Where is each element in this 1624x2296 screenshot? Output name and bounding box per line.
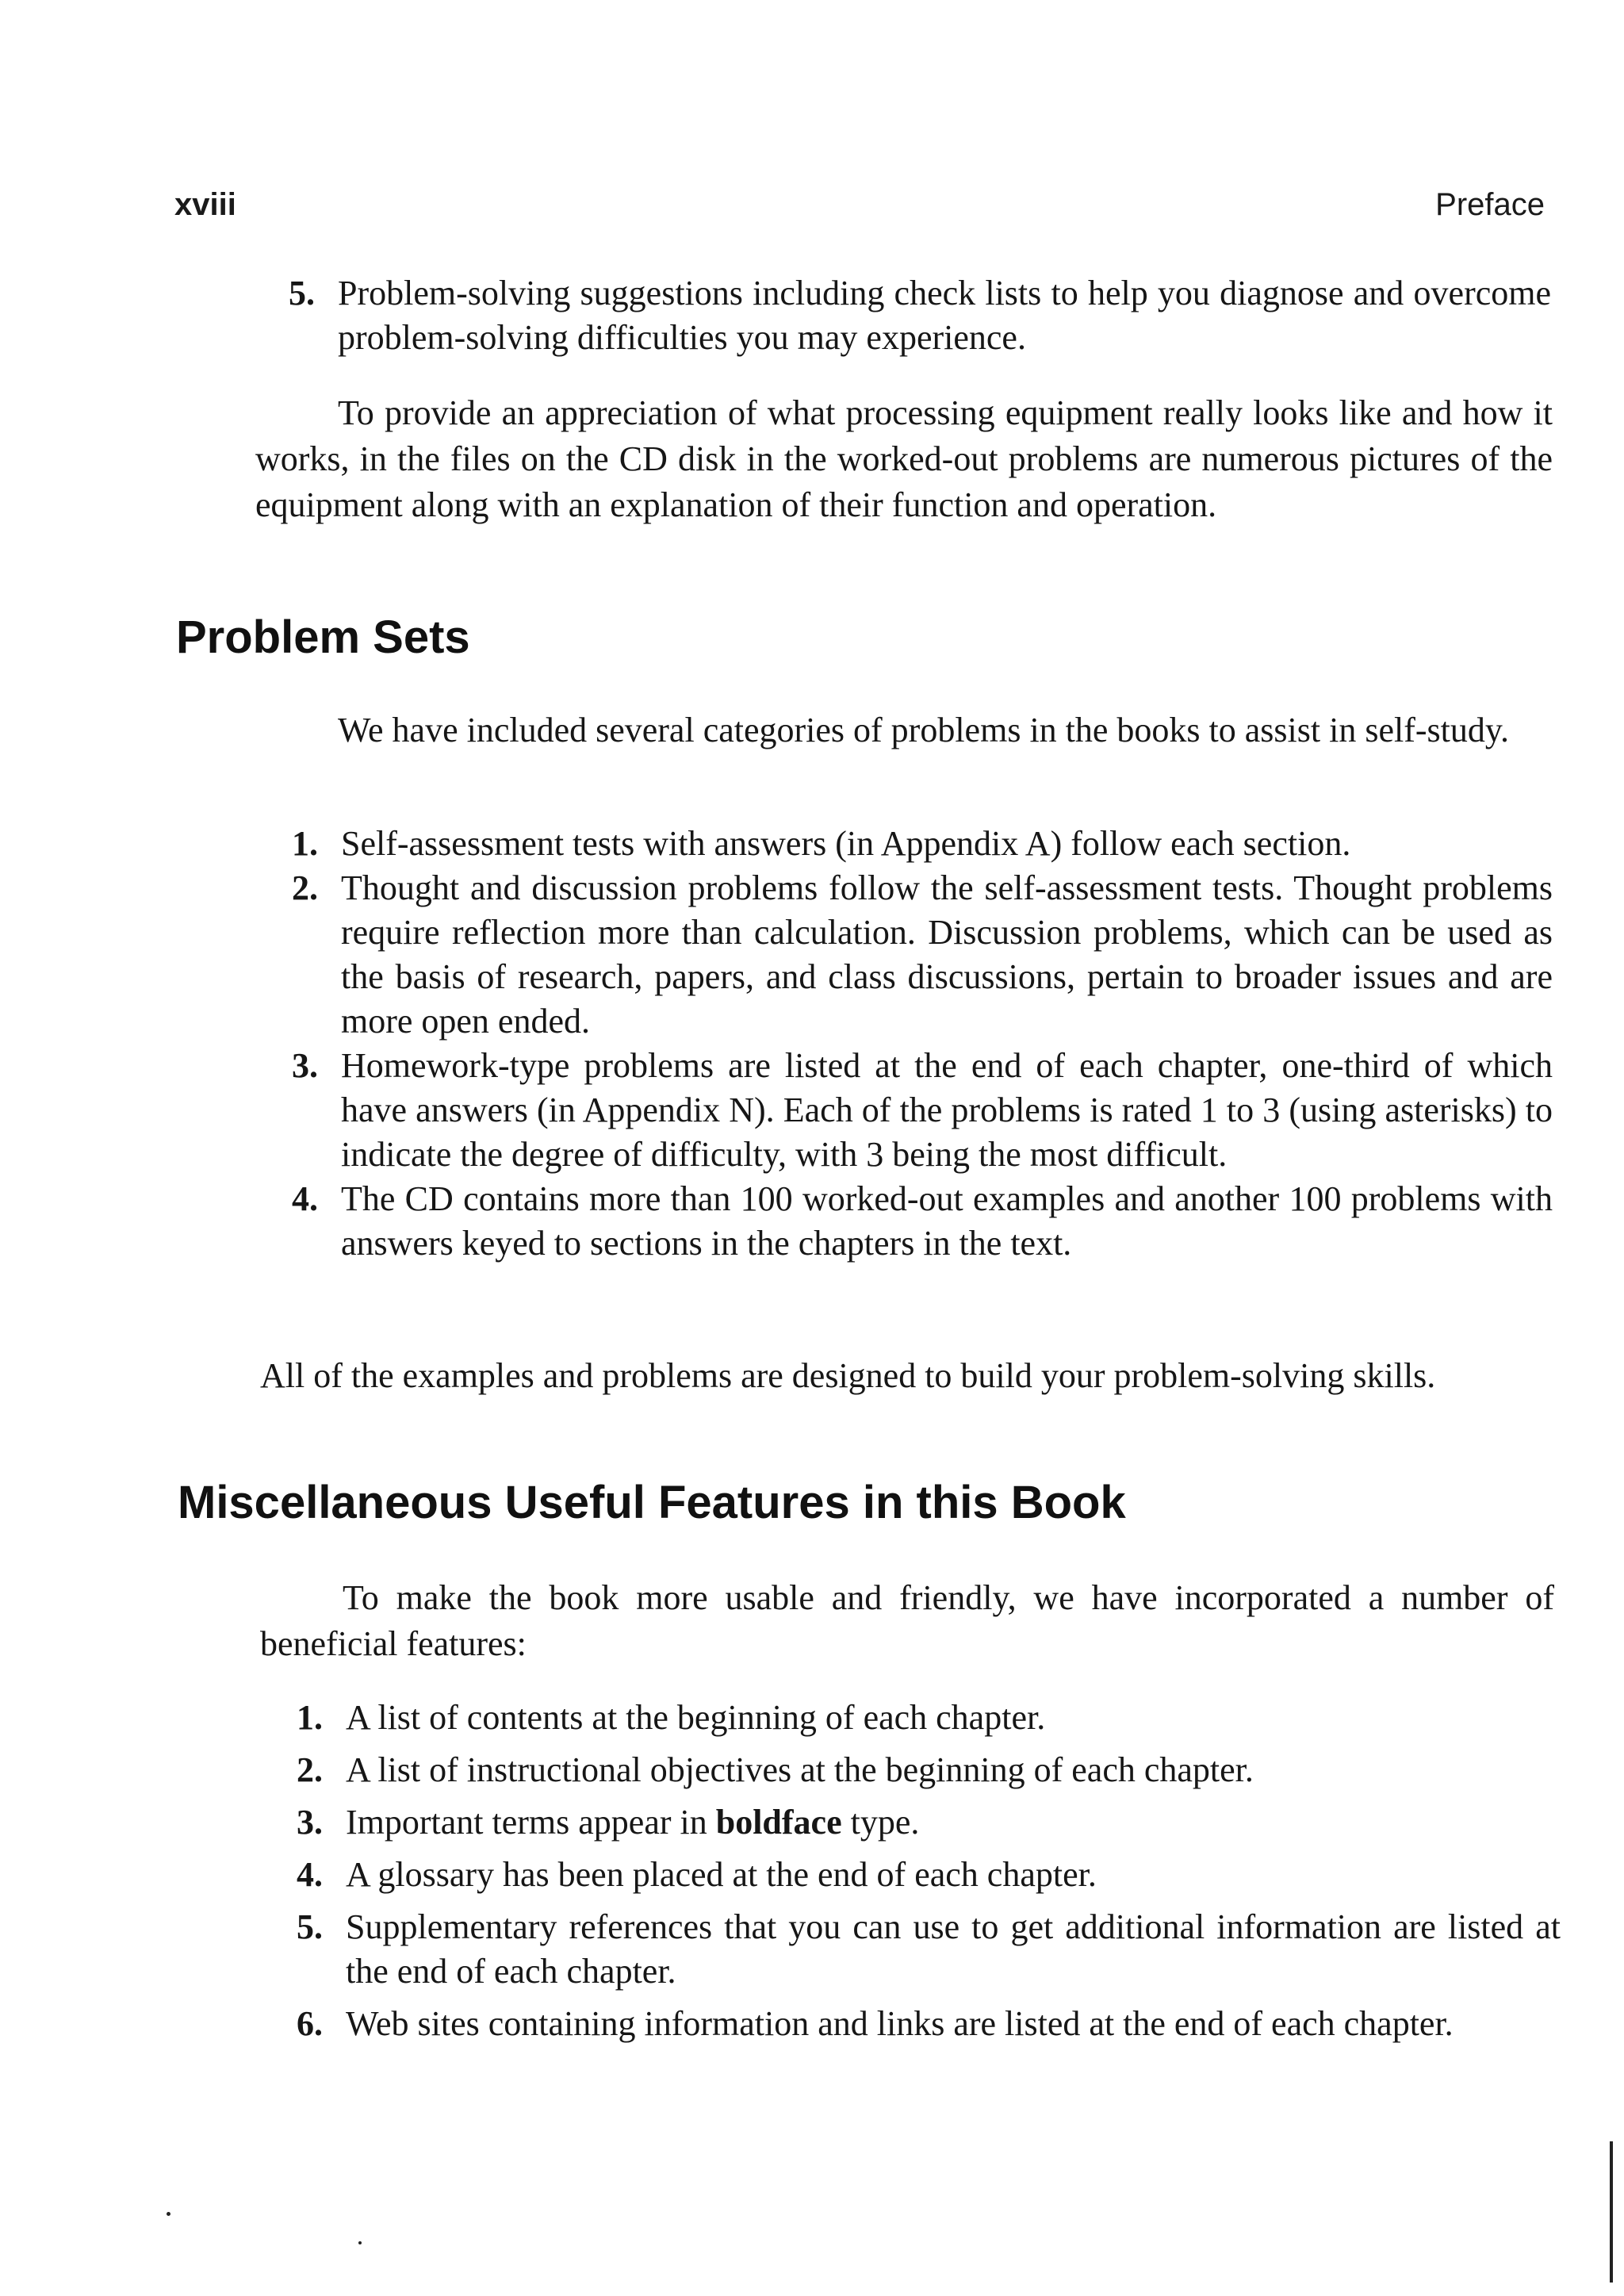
list-item [297,1800,1561,1845]
item-text: Web sites containing information and links are listed at the end of each chapter. [346,2004,1454,2043]
problem-sets-intro: We have included several categories of problems in the books to assist in self-study. [338,711,1510,749]
item-text: A glossary has been placed at the end of each chapter. [346,1855,1097,1894]
item-text: Problem-solving suggestions including check lists to help you diagnose and overcome problem-solving difficulties you may experience. [338,274,1551,357]
list-item [292,1044,1553,1177]
list-item [289,271,1551,360]
list-item [297,1696,1561,1740]
features-list [297,1696,1561,2046]
item-number: 1. [292,824,318,863]
item-number: 5. [289,274,315,312]
scan-speck [167,2212,170,2216]
item-text: A list of contents at the beginning of each chapter. [346,1698,1046,1737]
item-number: 4. [297,1855,323,1894]
item-text-before: Important terms appear in [346,1803,716,1842]
item-number: 2. [292,868,318,907]
running-title: Preface [1435,187,1545,222]
item-text: Homework-type problems are listed at the end of each chapter, one-third of which have answers (in Appendix N). Each of the problems is rated 1 to 3 (using asterisks) to indicate the degree of difficulty, with 3 being the most difficult. [341,1046,1553,1174]
suggestions-list [289,271,1551,360]
misc-features-heading: Miscellaneous Useful Features in this Book [178,1477,1126,1528]
scan-speck [358,2241,362,2244]
item-number: 4. [292,1179,318,1218]
item-number: 1. [297,1698,323,1737]
item-text-after: type. [841,1803,920,1842]
list-item [292,866,1553,1044]
page-number: xviii [174,187,236,222]
misc-features-intro: To make the book more usable and friendly, we have incorporated a number of beneficial features: [260,1578,1554,1663]
list-item [297,1748,1561,1792]
problem-sets-closing: All of the examples and problems are designed to build your problem-solving skills. [260,1356,1436,1395]
item-number: 3. [292,1046,318,1085]
list-item [292,1177,1553,1266]
item-number: 3. [297,1803,323,1842]
item-text [346,1803,919,1842]
scan-edge-mark [1610,2141,1613,2283]
item-text: The CD contains more than 100 worked-out examples and another 100 problems with answers keyed to sections in the chapters in the text. [341,1179,1553,1263]
item-number: 5. [297,1907,323,1946]
item-number: 6. [297,2004,323,2043]
item-text: Supplementary references that you can use to get additional information are listed at the end of each chapter. [346,1907,1561,1991]
item-text: Thought and discussion problems follow the self-assessment tests. Thought problems require reflection more than calculation. Discussion problems, which can be used as the basis of research, papers, and class discussions, pertain to broader issues and are more open ended. [341,868,1553,1041]
item-text: Self-assessment tests with answers (in Appendix A) follow each section. [341,824,1351,863]
list-item [297,1853,1561,1897]
list-item [297,1905,1561,1994]
problem-sets-heading: Problem Sets [176,611,470,663]
equipment-paragraph: To provide an appreciation of what processing equipment really looks like and how it works, in the files on the CD disk in the worked-out problems are numerous pictures of the equipment along with an explanation of their function and operation. [255,393,1553,524]
problem-categories-list [292,822,1553,1266]
boldface-term: boldface [715,1803,842,1842]
list-item [297,2002,1561,2046]
item-number: 2. [297,1750,323,1789]
item-text: A list of instructional objectives at the beginning of each chapter. [346,1750,1254,1789]
list-item [292,822,1553,866]
